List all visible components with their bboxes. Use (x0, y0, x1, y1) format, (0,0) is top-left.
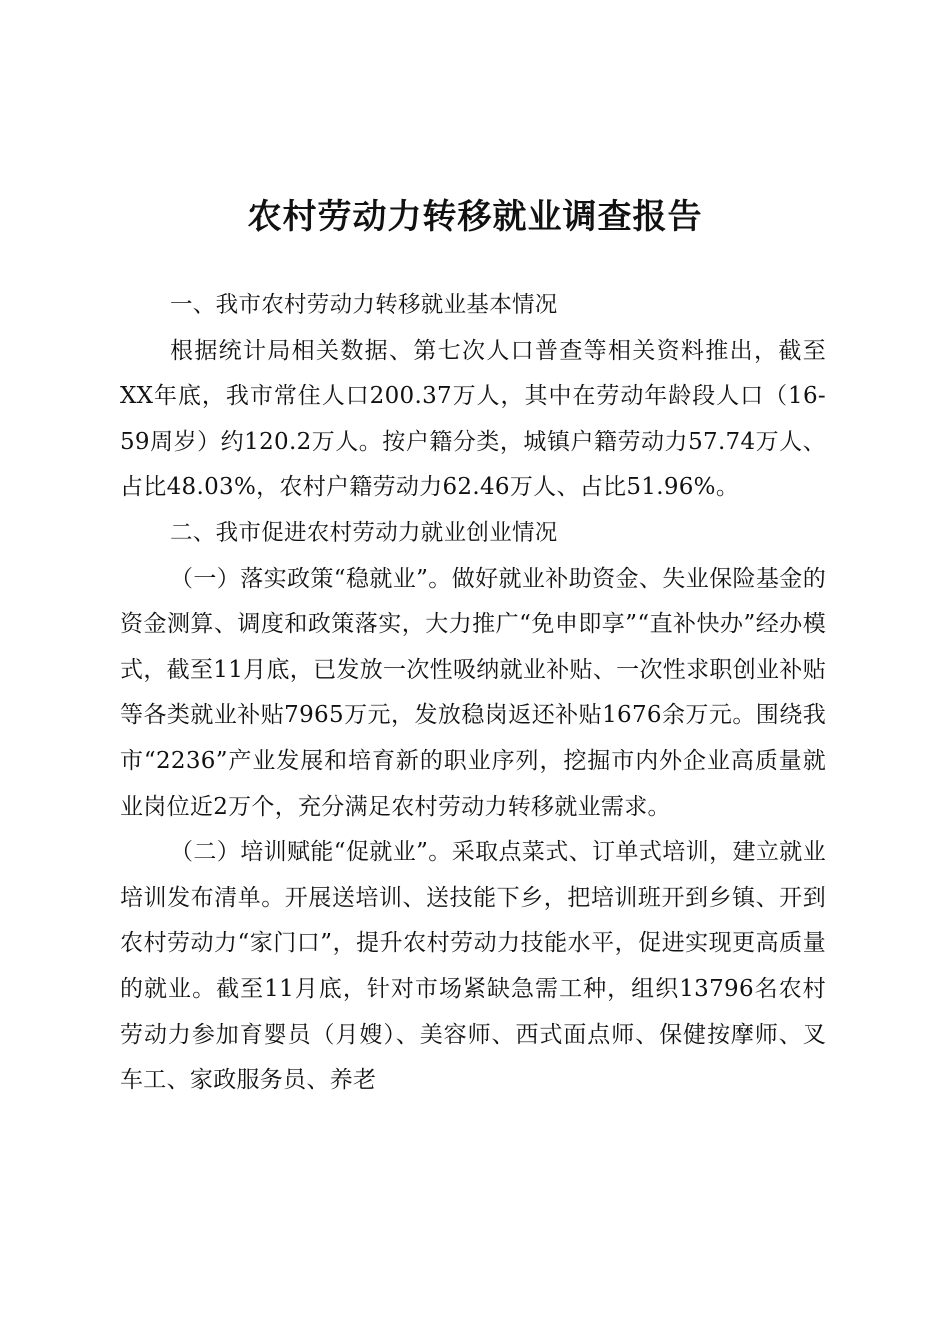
section-heading-1: 一、我市农村劳动力转移就业基本情况 (170, 292, 558, 318)
section-2-paragraph-1: （一）落实政策“稳就业”。做好就业补助资金、失业保险基金的资金测算、调度和政策落实，大力推广“免申即享”“直补快办”经办模式，截至11月底，已发放一次性吸纳就业补贴、一次性求职创业补贴等各类就业补贴7965万元，发放稳岗返还补贴1676余万元。围绕我市“2236”产业发展和培育新的职业序列，挖掘市内外企业高质量就业岗位近2万个，充分满足农村劳动力转移就业需求。 (120, 565, 826, 820)
section-heading-2: 二、我市促进农村劳动力就业创业情况 (170, 519, 558, 546)
document-title: 农村劳动力转移就业调查报告 (247, 197, 703, 237)
section-1-paragraph-1: 根据统计局相关数据、第七次人口普查等相关资料推出，截至XX年底，我市常住人口200.37万人，其中在劳动年龄段人口（16-59周岁）约120.2万人。按户籍分类，城镇户籍劳动力57.74万人、占比48.03%，农村户籍劳动力62.46万人、占比51.96%。 (120, 337, 826, 501)
document-body (120, 283, 826, 1104)
section-2-paragraph-2: （二）培训赋能“促就业”。采取点菜式、订单式培训，建立就业培训发布清单。开展送培训、送技能下乡，把培训班开到乡镇、开到农村劳动力“家门口”，提升农村劳动力技能水平，促进实现更高质量的就业。截至11月底，针对市场紧缺急需工种，组织13796名农村劳动力参加育婴员（月嫂）、美容师、西式面点师、保健按摩师、叉车工、家政服务员、养老 (120, 839, 826, 1094)
